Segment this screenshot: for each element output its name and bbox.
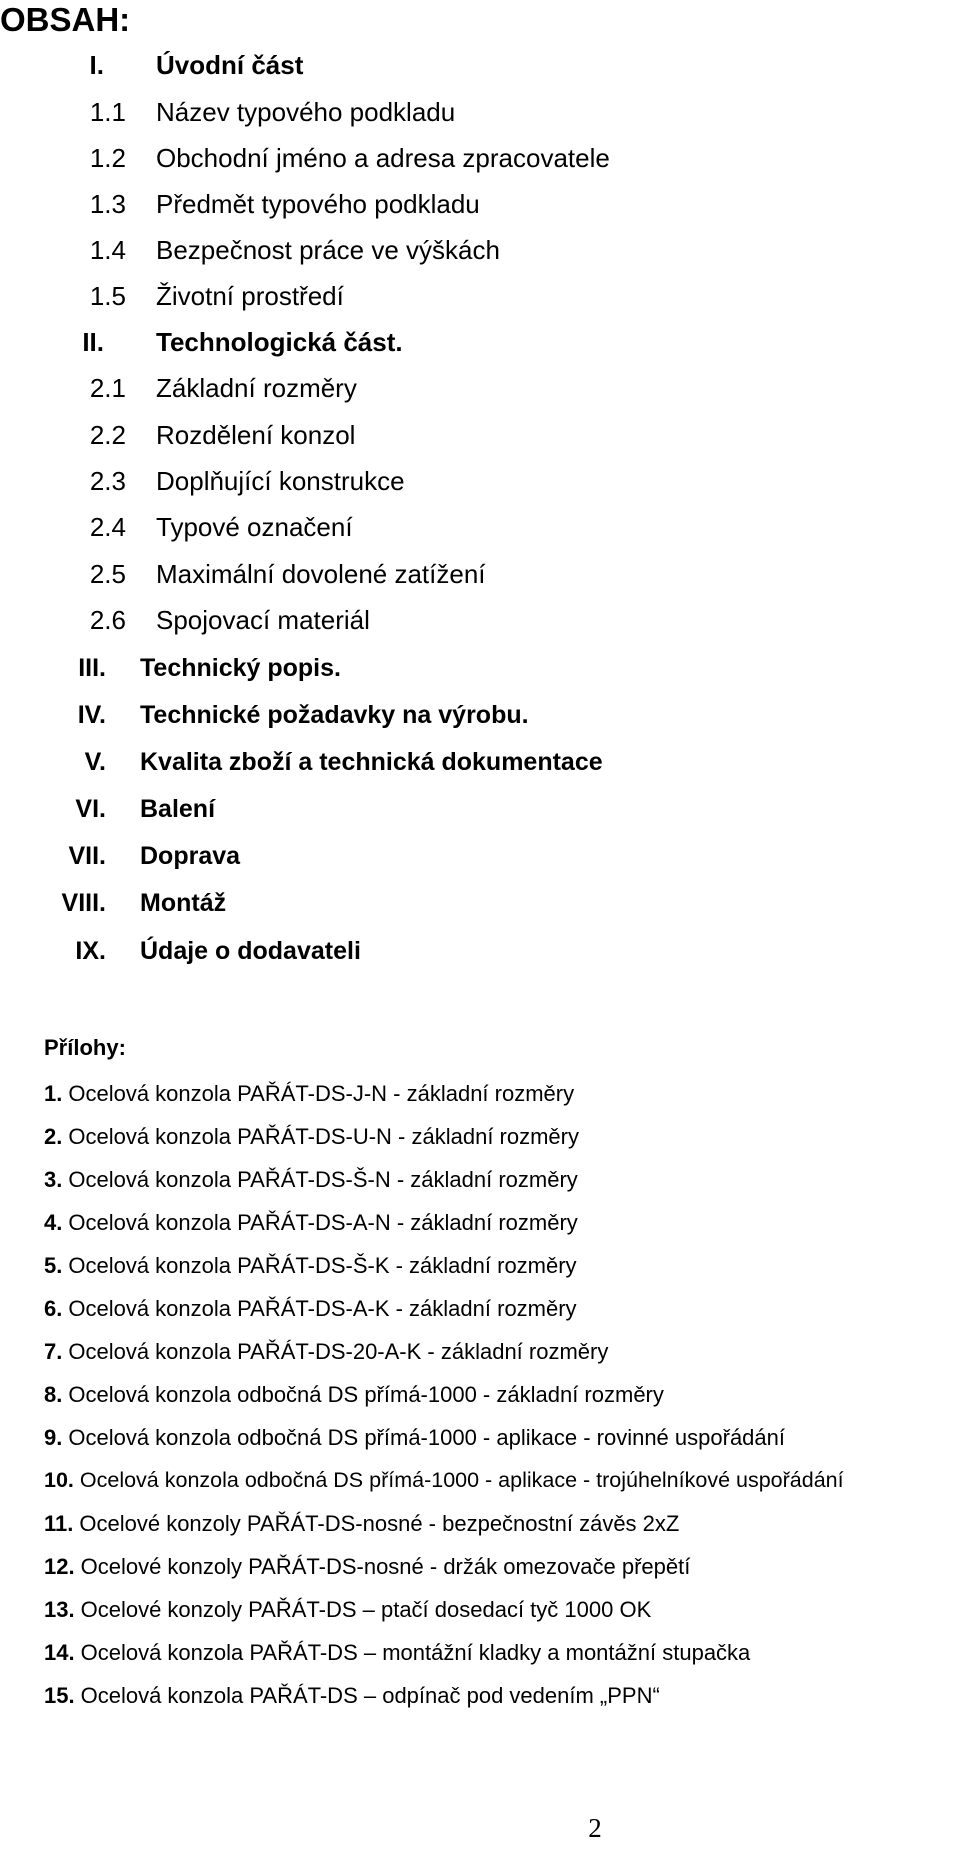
annex-number: 4. bbox=[44, 1210, 63, 1235]
toc-number: 1.3 bbox=[89, 189, 126, 219]
annex-title: Ocelová konzola PAŘÁT-DS – odpínač pod vedením „PPN“ bbox=[80, 1683, 660, 1708]
toc-title: Údaje o dodavateli bbox=[140, 937, 361, 965]
annex-number: 9. bbox=[44, 1425, 63, 1450]
annex-item bbox=[44, 1115, 579, 1158]
annex-title: Ocelová konzola PAŘÁT-DS-U-N - základní rozměry bbox=[68, 1124, 579, 1149]
annex-item bbox=[44, 1459, 844, 1502]
toc-title: Předmět typového podkladu bbox=[156, 189, 480, 219]
toc-title: Rozdělení konzol bbox=[156, 420, 356, 450]
annex-item bbox=[44, 1287, 577, 1330]
annex-number: 15. bbox=[44, 1683, 75, 1708]
toc-title: Doplňující konstrukce bbox=[156, 466, 405, 496]
toc-title: Životní prostředí bbox=[156, 281, 344, 311]
annex-title: Ocelové konzoly PAŘÁT-DS – ptačí dosedací tyč 1000 OK bbox=[80, 1597, 652, 1622]
annex-title: Ocelová konzola PAŘÁT-DS – montážní kladky a montážní stupačka bbox=[80, 1640, 751, 1665]
annex-title: Ocelová konzola PAŘÁT-DS-A-K - základní rozměry bbox=[68, 1296, 577, 1321]
annex-item bbox=[44, 1158, 578, 1201]
toc-number: V. bbox=[84, 748, 106, 776]
toc-number: I. bbox=[89, 50, 104, 80]
toc-title: Název typového podkladu bbox=[156, 97, 456, 127]
annex-item bbox=[44, 1072, 574, 1115]
toc-number: II. bbox=[82, 327, 104, 357]
toc-number: VIII. bbox=[61, 889, 106, 917]
annexes-heading: Přílohy: bbox=[44, 1035, 126, 1060]
page-number: 2 bbox=[588, 1813, 602, 1843]
toc-title: Technický popis. bbox=[140, 654, 341, 682]
annex-number: 14. bbox=[44, 1640, 75, 1665]
toc-number: VII. bbox=[68, 842, 106, 870]
toc-title: Spojovací materiál bbox=[156, 605, 370, 635]
annex-item bbox=[44, 1631, 750, 1674]
annex-title: Ocelová konzola PAŘÁT-DS-A-N - základní rozměry bbox=[68, 1210, 578, 1235]
annex-title: Ocelové konzoly PAŘÁT-DS-nosné - držák omezovače přepětí bbox=[80, 1554, 691, 1579]
annex-item bbox=[44, 1201, 578, 1244]
toc-title: Kvalita zboží a technická dokumentace bbox=[140, 748, 603, 776]
annex-number: 10. bbox=[44, 1468, 74, 1492]
toc-title: Úvodní část bbox=[156, 50, 304, 80]
annex-title: Ocelová konzola odbočná DS přímá-1000 - aplikace - trojúhelníkové uspořádání bbox=[79, 1468, 844, 1492]
annex-title: Ocelové konzoly PAŘÁT-DS-nosné - bezpečnostní závěs 2xZ bbox=[79, 1511, 680, 1536]
annex-item bbox=[44, 1244, 577, 1287]
annex-title: Ocelová konzola odbočná DS přímá-1000 - základní rozměry bbox=[68, 1382, 664, 1407]
toc-number: 1.2 bbox=[89, 143, 126, 173]
annex-item bbox=[44, 1588, 651, 1631]
annex-item bbox=[44, 1502, 679, 1545]
toc-number: III. bbox=[78, 654, 106, 682]
toc-title: Bezpečnost práce ve výškách bbox=[156, 235, 500, 265]
toc-number: 2.6 bbox=[89, 605, 126, 635]
annex-item bbox=[44, 1330, 608, 1373]
annex-number: 1. bbox=[44, 1081, 63, 1106]
toc-number: 1.4 bbox=[89, 235, 126, 265]
page-title: OBSAH: bbox=[0, 1, 131, 38]
annex-item bbox=[44, 1674, 660, 1717]
annex-number: 3. bbox=[44, 1167, 63, 1192]
annex-number: 2. bbox=[44, 1124, 63, 1149]
annex-number: 8. bbox=[44, 1382, 63, 1407]
toc-title: Balení bbox=[140, 795, 216, 823]
toc-number: 1.5 bbox=[89, 281, 126, 311]
toc-number: IV. bbox=[77, 701, 106, 729]
toc-number: 1.1 bbox=[89, 97, 126, 127]
toc-title: Typové označení bbox=[156, 512, 353, 542]
toc-title: Základní rozměry bbox=[156, 373, 357, 403]
toc-number: 2.1 bbox=[89, 373, 126, 403]
annex-number: 13. bbox=[44, 1597, 75, 1622]
annex-number: 6. bbox=[44, 1296, 63, 1321]
annex-item bbox=[44, 1416, 785, 1459]
annex-title: Ocelová konzola PAŘÁT-DS-Š-N - základní rozměry bbox=[68, 1167, 578, 1192]
toc-number: 2.2 bbox=[89, 420, 126, 450]
annex-title: Ocelová konzola odbočná DS přímá-1000 - aplikace - rovinné uspořádání bbox=[68, 1425, 785, 1450]
annex-item bbox=[44, 1545, 690, 1588]
toc-title: Technické požadavky na výrobu. bbox=[140, 701, 529, 729]
annex-title: Ocelová konzola PAŘÁT-DS-J-N - základní rozměry bbox=[68, 1081, 575, 1106]
annex-title: Ocelová konzola PAŘÁT-DS-Š-K - základní rozměry bbox=[68, 1253, 577, 1278]
toc-title: Doprava bbox=[140, 842, 241, 870]
toc-number: IX. bbox=[75, 937, 106, 965]
toc-number: VI. bbox=[75, 795, 106, 823]
toc-number: 2.4 bbox=[89, 512, 126, 542]
toc-number: 2.3 bbox=[89, 466, 126, 496]
annex-number: 5. bbox=[44, 1253, 63, 1278]
annex-title: Ocelová konzola PAŘÁT-DS-20-A-K - základní rozměry bbox=[68, 1339, 609, 1364]
annex-number: 11. bbox=[44, 1511, 74, 1536]
toc-title: Maximální dovolené zatížení bbox=[156, 559, 486, 589]
annex-number: 7. bbox=[44, 1339, 63, 1364]
toc-number: 2.5 bbox=[89, 559, 126, 589]
toc-title: Technologická část. bbox=[156, 327, 403, 357]
toc-title: Montáž bbox=[140, 889, 227, 917]
annex-number: 12. bbox=[44, 1554, 75, 1579]
annex-item bbox=[44, 1373, 664, 1416]
toc-title: Obchodní jméno a adresa zpracovatele bbox=[156, 143, 610, 173]
